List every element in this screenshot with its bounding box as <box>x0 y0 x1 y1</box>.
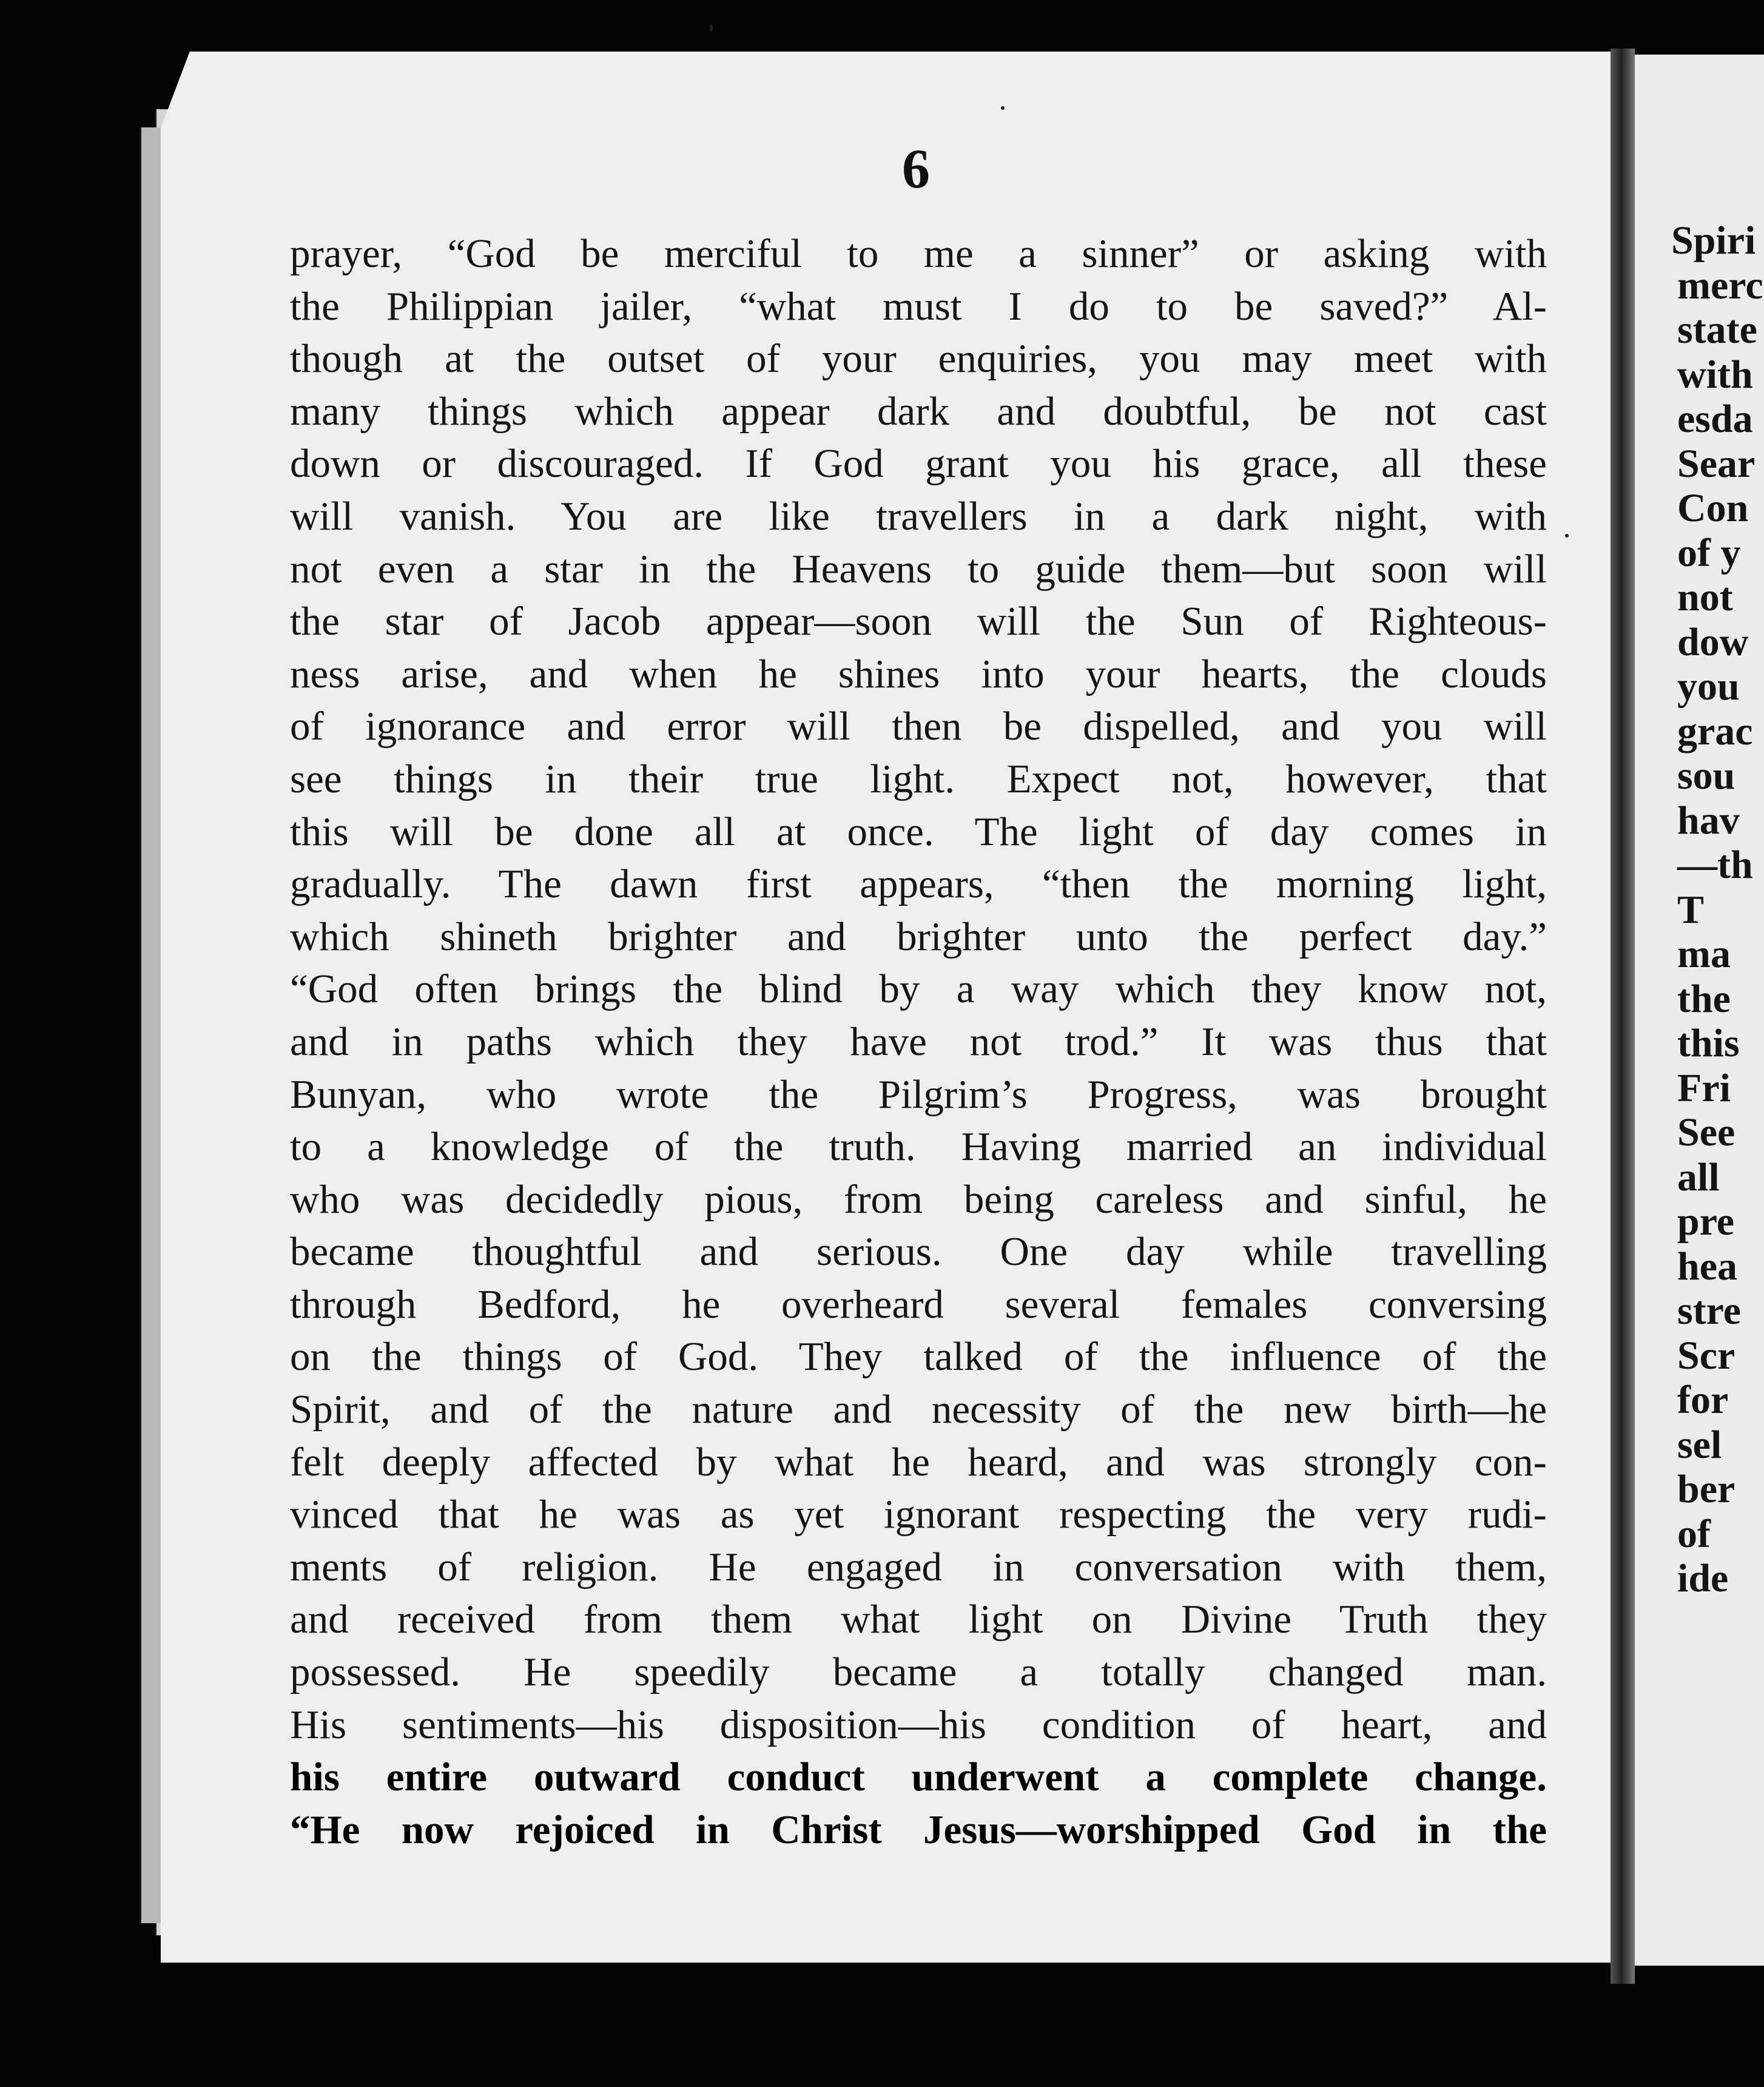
facing-text-fragment: hea <box>1677 1244 1737 1289</box>
text-line: possessed. He speedily became a totally changed man. <box>290 1650 1547 1695</box>
facing-text-fragment: hav <box>1677 798 1740 843</box>
text-line: on the things of God. They talked of the influence of the <box>290 1334 1547 1380</box>
text-line: this will be done all at once. The light of day comes in <box>290 809 1547 854</box>
facing-text-fragment: sel <box>1677 1422 1722 1467</box>
ink-speck <box>1565 534 1569 538</box>
facing-text-fragment: this <box>1677 1021 1740 1065</box>
facing-text-fragment: See <box>1677 1110 1735 1155</box>
facing-text-fragment: you <box>1677 664 1740 709</box>
text-line: not even a star in the Heavens to guide them—but soon will <box>290 546 1547 592</box>
facing-text-fragment: stre <box>1677 1289 1742 1333</box>
main-text-block <box>290 228 1547 1856</box>
facing-text-fragment: of <box>1677 1511 1711 1556</box>
facing-text-fragment: Sear <box>1677 441 1756 486</box>
facing-text-fragment: pre <box>1677 1199 1735 1244</box>
page-number: 6 <box>902 138 930 200</box>
ink-speck <box>710 24 713 32</box>
facing-text-fragment: all <box>1677 1155 1720 1199</box>
facing-text-fragment: ber <box>1677 1467 1735 1511</box>
text-line: his entire outward conduct underwent a complete change. <box>290 1755 1547 1800</box>
text-line: to a knowledge of the truth. Having married an individual <box>290 1124 1547 1170</box>
facing-text-fragment: grac <box>1677 709 1753 754</box>
text-line: “God often brings the blind by a way which they know not, <box>290 966 1547 1012</box>
facing-text-fragment: of y <box>1677 530 1741 575</box>
text-line: who was decidedly pious, from being careless and sinful, he <box>290 1176 1547 1222</box>
text-line: through Bedford, he overheard several females conversing <box>290 1281 1547 1327</box>
facing-text-fragment: merc <box>1677 263 1763 308</box>
facing-text-fragment: esda <box>1677 397 1753 441</box>
text-line: of ignorance and error will then be dispelled, and you will <box>290 704 1547 749</box>
text-line: which shineth brighter and brighter unto the perfect day.” <box>290 914 1547 959</box>
text-line: the Philippian jailer, “what must I do to be saved?” Al- <box>290 283 1547 329</box>
facing-text-fragment: not <box>1677 575 1733 619</box>
text-line: Bunyan, who wrote the Pilgrim’s Progress, was brought <box>290 1071 1547 1117</box>
text-line: ments of religion. He engaged in conversation with them, <box>290 1544 1547 1590</box>
ink-speck <box>1001 106 1005 110</box>
facing-text-fragment: Con <box>1677 486 1749 530</box>
facing-text-fragment: sou <box>1677 754 1735 798</box>
facing-text-fragment: the <box>1677 976 1731 1021</box>
text-line: gradually. The dawn first appears, “then the morning light, <box>290 861 1547 907</box>
facing-text-fragment: with <box>1677 352 1753 397</box>
text-line: though at the outset of your enquiries, you may meet with <box>290 336 1547 382</box>
facing-text-fragment: ide <box>1677 1556 1729 1600</box>
text-line: and received from them what light on Divine Truth they <box>290 1597 1547 1642</box>
text-line: “He now rejoiced in Christ Jesus—worshipped God in the <box>290 1807 1547 1852</box>
facing-text-fragment: state <box>1677 308 1757 352</box>
facing-text-fragment: Fri <box>1677 1065 1731 1110</box>
text-line: Spirit, and of the nature and necessity of the new birth—he <box>290 1387 1547 1432</box>
facing-text-fragment: dow <box>1677 619 1749 664</box>
facing-text-fragment: ma <box>1677 932 1731 976</box>
book-gutter <box>1611 49 1635 1984</box>
facing-page-text <box>1671 218 1763 1601</box>
facing-text-fragment: Spiri <box>1671 218 1756 263</box>
text-line: vinced that he was as yet ignorant respecting the very rudi- <box>290 1492 1547 1537</box>
text-line: the star of Jacob appear—soon will the Sun of Righteous- <box>290 599 1547 644</box>
facing-text-fragment: Scr <box>1677 1333 1735 1378</box>
text-line: ness arise, and when he shines into your hearts, the clouds <box>290 651 1547 696</box>
text-line: prayer, “God be merciful to me a sinner” or asking with <box>290 231 1547 276</box>
text-line: see things in their true light. Expect not, however, that <box>290 756 1547 801</box>
text-line: many things which appear dark and doubtful, be not cast <box>290 388 1547 434</box>
text-line: will vanish. You are like travellers in a dark night, with <box>290 493 1547 539</box>
text-line: down or discouraged. If God grant you his grace, all these <box>290 441 1547 487</box>
text-line: and in paths which they have not trod.” It was thus that <box>290 1019 1547 1064</box>
facing-text-fragment: for <box>1677 1378 1729 1422</box>
text-line: became thoughtful and serious. One day while travelling <box>290 1229 1547 1275</box>
facing-text-fragment: T <box>1677 887 1705 932</box>
text-line: felt deeply affected by what he heard, and was strongly con- <box>290 1439 1547 1485</box>
text-line: His sentiments—his disposition—his condition of heart, and <box>290 1702 1547 1747</box>
facing-text-fragment: —th <box>1677 843 1753 887</box>
